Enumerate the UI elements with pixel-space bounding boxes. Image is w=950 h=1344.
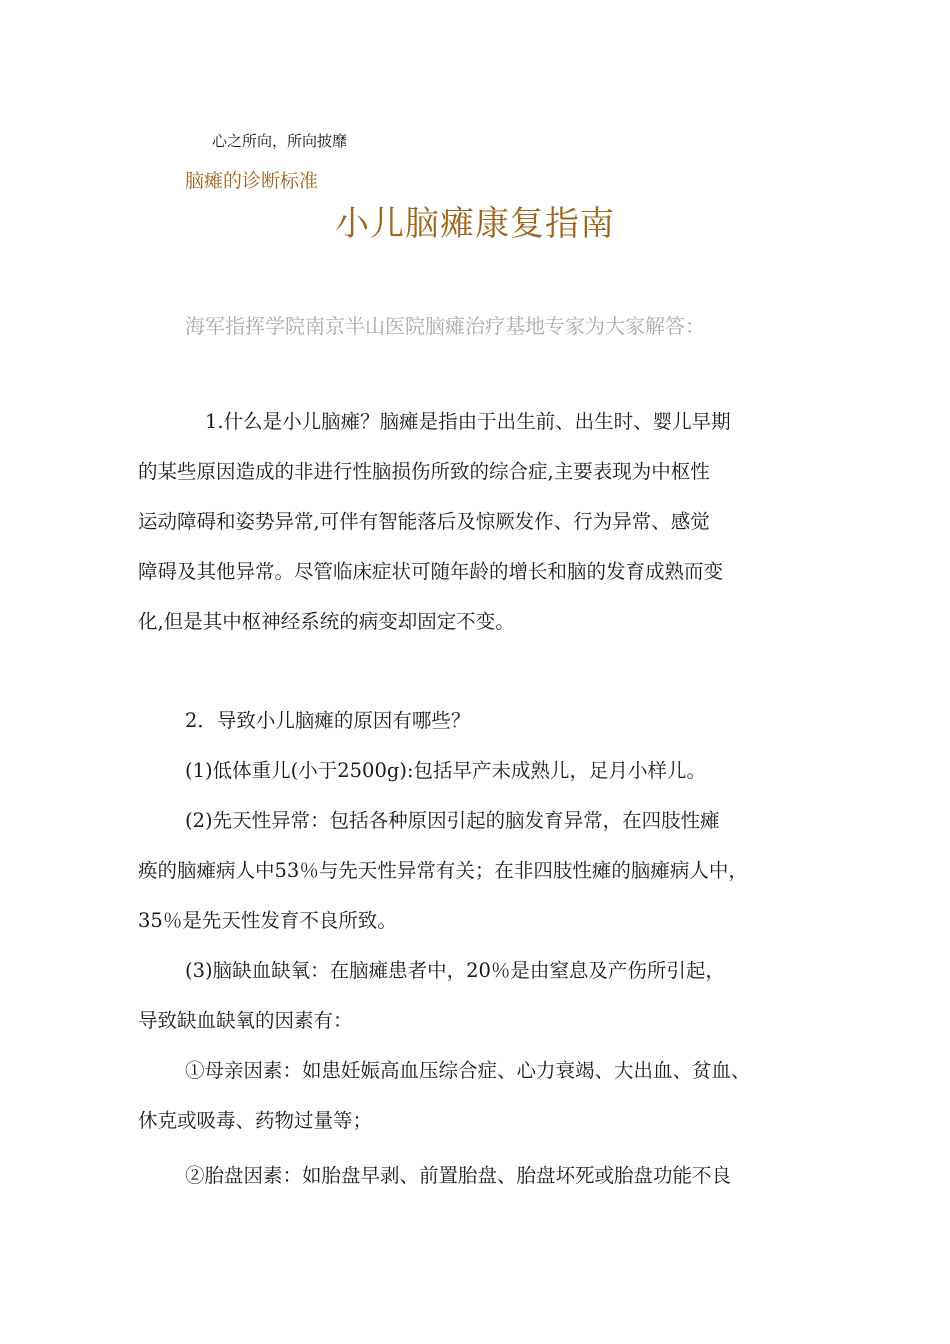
body-line: 运动障碍和姿势异常,可伴有智能落后及惊厥发作、行为异常、感觉 <box>138 510 710 533</box>
body-line: (2)先天性异常：包括各种原因引起的脑发育异常，在四肢性瘫 <box>185 809 720 832</box>
body-line: 休克或吸毒、药物过量等； <box>138 1109 373 1132</box>
body-line: 的某些原因造成的非进行性脑损伤所致的综合症,主要表现为中枢性 <box>138 460 710 483</box>
body-line: 35％是先天性发育不良所致。 <box>138 909 397 932</box>
body-line: ①母亲因素：如患妊娠高血压综合症、心力衰竭、大出血、贫血、 <box>185 1059 751 1082</box>
body-line: 化,但是其中枢神经系统的病变却固定不变。 <box>138 610 515 633</box>
body-line: 障碍及其他异常。尽管临床症状可随年龄的增长和脑的发育成熟而变 <box>138 560 724 583</box>
intro-line: 海军指挥学院南京半山医院脑瘫治疗基地专家为大家解答： <box>185 314 705 338</box>
body-line: (3)脑缺血缺氧：在脑瘫患者中，20％是由窒息及产伤所引起， <box>185 959 725 982</box>
body-line: 痪的脑瘫病人中53％与先天性异常有关；在非四肢性瘫的脑瘫病人中， <box>138 859 748 882</box>
body-line: (1)低体重儿(小于2500g):包括早产未成熟儿，足月小样儿。 <box>185 759 707 782</box>
page-title: 小儿脑瘫康复指南 <box>335 204 615 244</box>
body-line: ②胎盘因素：如胎盘早剥、前置胎盘、胎盘坏死或胎盘功能不良 <box>185 1164 732 1187</box>
motto-text: 心之所向，所向披靡 <box>212 132 348 150</box>
subtitle: 脑瘫的诊断标准 <box>185 170 319 192</box>
section-heading: 2．导致小儿脑瘫的原因有哪些？ <box>185 709 471 732</box>
body-line: 导致缺血缺氧的因素有： <box>138 1009 353 1032</box>
body-line: 1.什么是小儿脑瘫？脑瘫是指由于出生前、出生时、婴儿早期 <box>205 410 731 433</box>
